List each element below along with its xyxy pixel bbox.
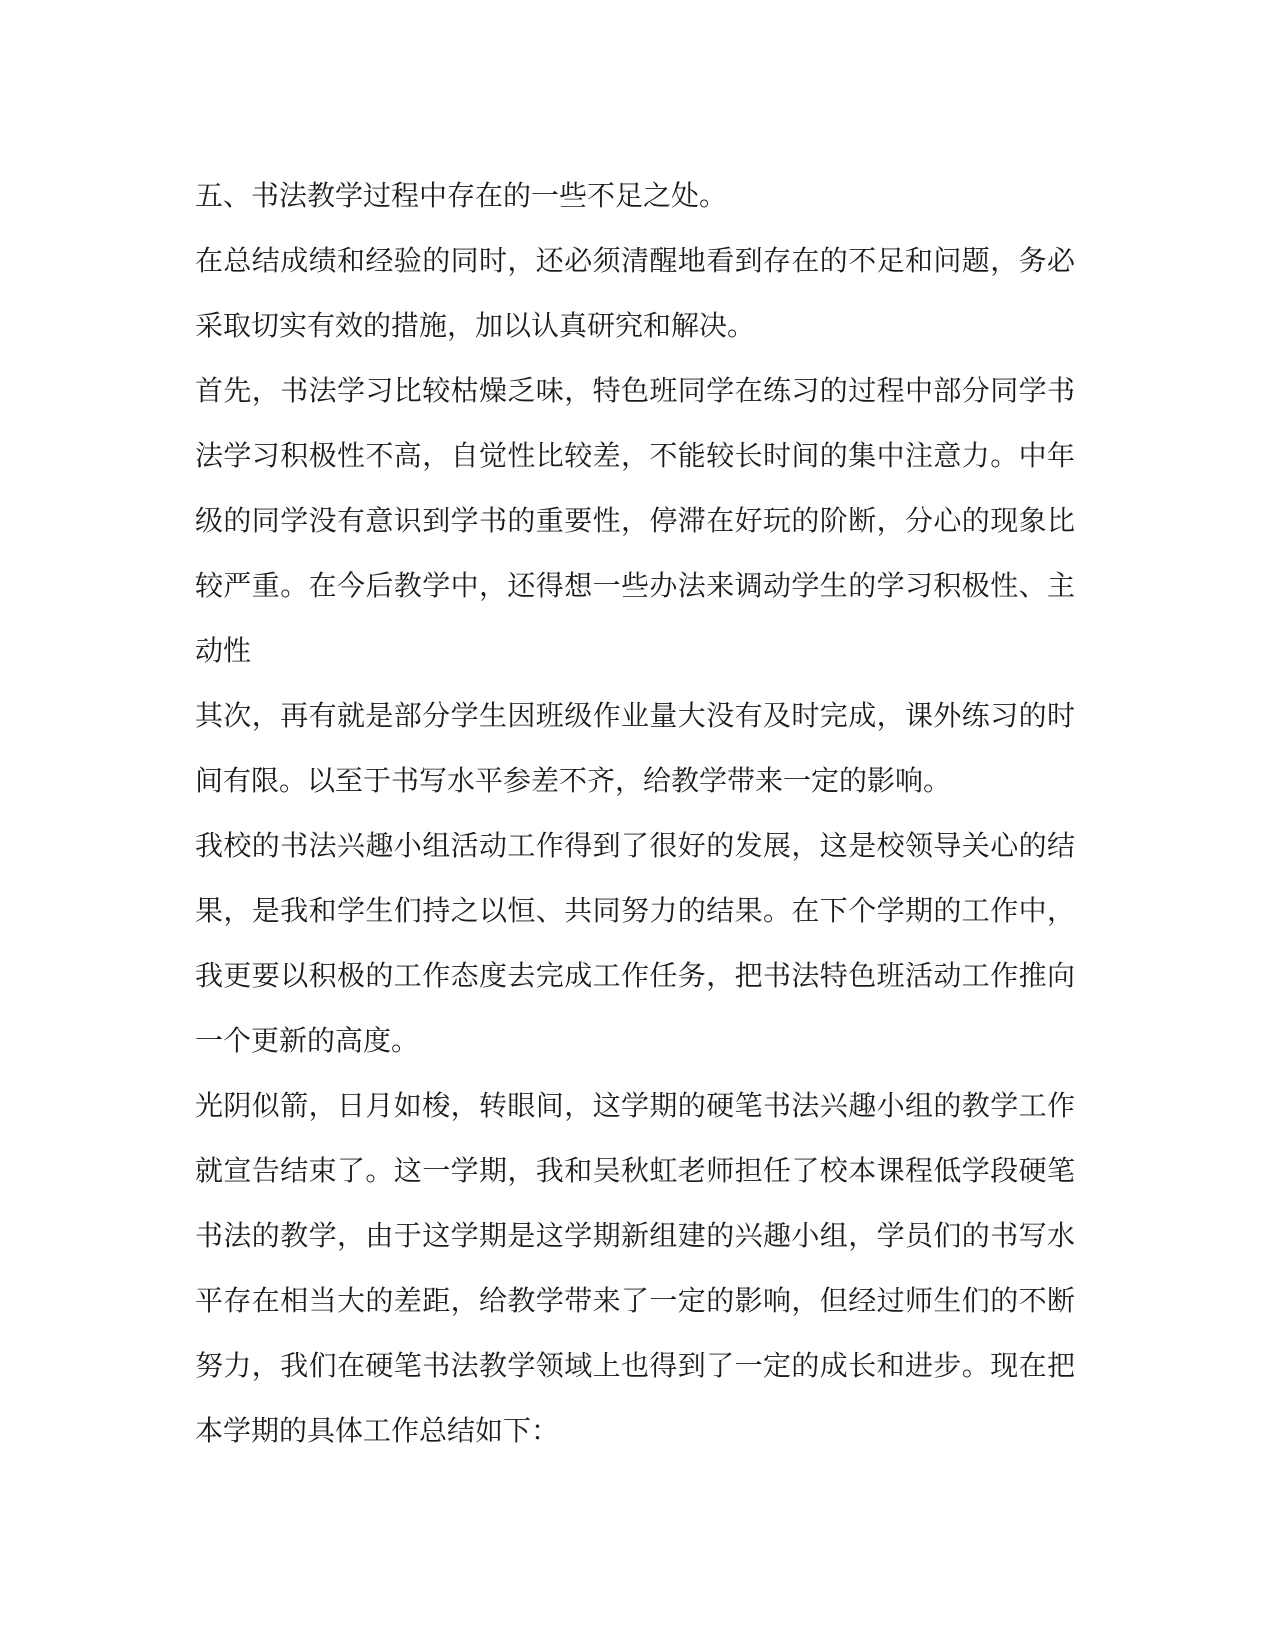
document-body <box>195 163 1075 1463</box>
paragraph: 首先，书法学习比较枯燥乏味，特色班同学在练习的过程中部分同学书法学习积极性不高，自觉性比较差，不能较长时间的集中注意力。中年级的同学没有意识到学书的重要性，停滞在好玩的阶断，分心的现象比较严重。在今后教学中，还得想一些办法来调动学生的学习积极性、主动性 <box>195 374 1075 667</box>
section-heading: 五、书法教学过程中存在的一些不足之处。 <box>195 179 728 212</box>
paragraph: 在总结成绩和经验的同时，还必须清醒地看到存在的不足和问题，务必采取切实有效的措施，加以认真研究和解决。 <box>195 244 1075 342</box>
paragraph: 光阴似箭，日月如梭，转眼间，这学期的硬笔书法兴趣小组的教学工作就宣告结束了。这一学期，我和吴秋虹老师担任了校本课程低学段硬笔书法的教学，由于这学期是这学期新组建的兴趣小组，学员们的书写水平存在相当大的差距，给教学带来了一定的影响，但经过师生们的不断努力，我们在硬笔书法教学领域上也得到了一定的成长和进步。现在把本学期的具体工作总结如下： <box>195 1089 1075 1447</box>
paragraph: 我校的书法兴趣小组活动工作得到了很好的发展，这是校领导关心的结果，是我和学生们持之以恒、共同努力的结果。在下个学期的工作中，我更要以积极的工作态度去完成工作任务，把书法特色班活动工作推向一个更新的高度。 <box>195 829 1075 1057</box>
paragraph: 其次，再有就是部分学生因班级作业量大没有及时完成，课外练习的时间有限。以至于书写水平参差不齐，给教学带来一定的影响。 <box>195 699 1075 797</box>
